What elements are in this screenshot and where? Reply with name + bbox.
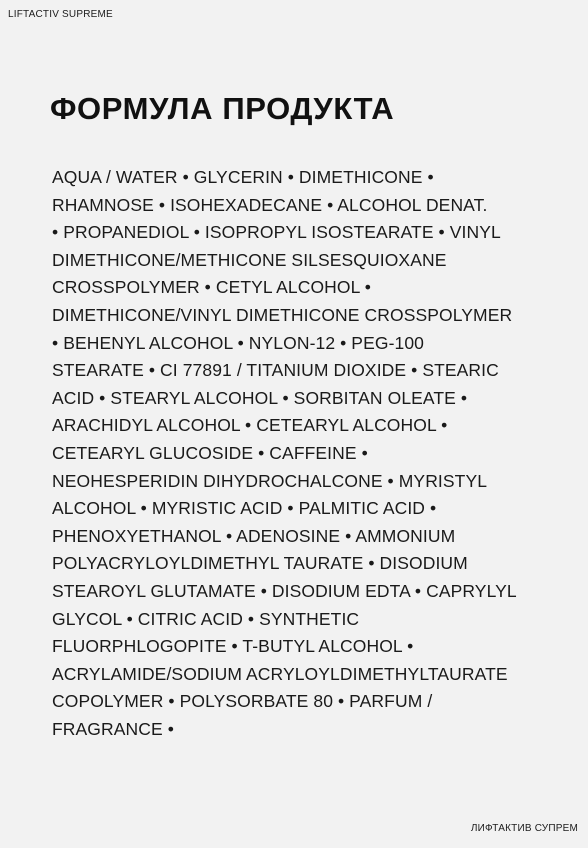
ingredient-line: • PROPANEDIOL • ISOPROPYL ISOSTEARATE • VINYL <box>52 222 501 243</box>
ingredient-list <box>52 164 542 743</box>
brand-name-top: LIFTACTIV SUPREME <box>8 9 113 20</box>
brand-name-bottom: ЛИФТАКТИВ СУПРЕМ <box>470 823 578 834</box>
ingredient-line: AQUA / WATER • GLYCERIN • DIMETHICONE • <box>52 167 434 187</box>
ingredient-line: GLYCOL • CITRIC ACID • SYNTHETIC <box>52 608 360 629</box>
ingredient-line: FRAGRANCE • <box>52 718 174 739</box>
ingredient-line: • BEHENYL ALCOHOL • NYLON-12 • PEG-100 <box>52 332 424 353</box>
ingredient-line: FLUORPHLOGOPITE • T-BUTYL ALCOHOL • <box>52 636 414 657</box>
ingredient-line: POLYACRYLOYLDIMETHYL TAURATE • DISODIUM <box>52 553 468 574</box>
ingredient-line: STEARATE • CI 77891 / TITANIUM DIOXIDE • STEARIC <box>52 360 499 381</box>
ingredient-line: NEOHESPERIDIN DIHYDROCHALCONE • MYRISTYL <box>52 470 488 491</box>
ingredient-line: ALCOHOL • MYRISTIC ACID • PALMITIC ACID • <box>52 498 437 519</box>
ingredient-line: DIMETHICONE/VINYL DIMETHICONE CROSSPOLYMER <box>52 304 513 325</box>
ingredient-line: CROSSPOLYMER • CETYL ALCOHOL • <box>52 277 371 298</box>
ingredient-line: ARACHIDYL ALCOHOL • CETEARYL ALCOHOL • <box>52 415 448 436</box>
ingredient-line: ACID • STEARYL ALCOHOL • SORBITAN OLEATE • <box>52 387 468 408</box>
ingredient-line: PHENOXYETHANOL • ADENOSINE • AMMONIUM <box>52 525 456 546</box>
ingredient-line: DIMETHICONE/METHICONE SILSESQUIOXANE <box>52 249 447 270</box>
ingredient-line: RHAMNOSE • ISOHEXADECANE • ALCOHOL DENAT. <box>52 194 488 215</box>
ingredient-line: ACRYLAMIDE/SODIUM ACRYLOYLDIMETHYLTAURATE <box>52 663 508 684</box>
ingredient-line: CETEARYL GLUCOSIDE • CAFFEINE • <box>52 442 368 463</box>
page-title: ФОРМУЛА ПРОДУКТА <box>50 91 395 126</box>
ingredient-line: COPOLYMER • POLYSORBATE 80 • PARFUM / <box>52 691 433 712</box>
ingredient-line: STEAROYL GLUTAMATE • DISODIUM EDTA • CAPRYLYL <box>52 580 517 601</box>
